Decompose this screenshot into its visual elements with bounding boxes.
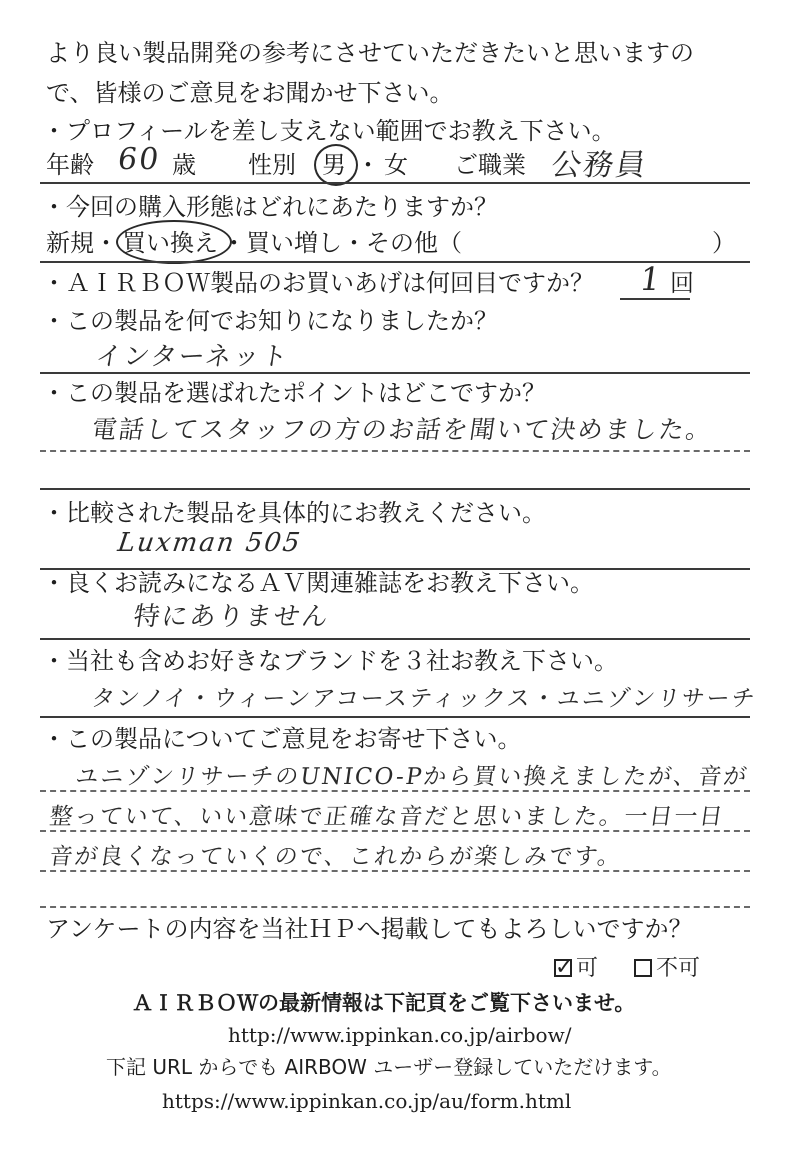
footer-url-airbow[interactable]: http://www.ippinkan.co.jp/airbow/ bbox=[228, 1023, 572, 1047]
footer-info: ＡＩＲＢＯＷの最新情報は下記頁をご覧下さいませ。 bbox=[132, 991, 636, 1015]
compare-answer: Luxman 505 bbox=[115, 528, 304, 558]
brands-question: ・当社も含めお好きなブランドを３社お教え下さい。 bbox=[42, 647, 618, 675]
count-value: 1 bbox=[637, 260, 666, 298]
opinion-line-2: 整っていて、いい意味で正確な音だと思いました。一日一日 bbox=[47, 804, 727, 830]
divider bbox=[40, 488, 750, 490]
intro-line-2: で、皆様のご意見をお聞かせ下さい。 bbox=[46, 79, 454, 107]
gender-label: 性別 bbox=[248, 151, 296, 179]
consent-yes-label: 可 bbox=[576, 956, 599, 981]
consent-question: アンケートの内容を当社ＨＰへ掲載してもよろしいですか？ bbox=[46, 915, 693, 943]
brands-answer: タンノイ・ウィーンアコースティックス・ユニゾンリサーチ bbox=[89, 686, 759, 712]
age-value: 60 bbox=[115, 142, 163, 177]
magazine-answer: 特にありません bbox=[131, 602, 332, 632]
checkbox-checked-icon[interactable] bbox=[554, 959, 572, 977]
profile-question: ・プロフィールを差し支えない範囲でお教え下さい。 bbox=[42, 117, 616, 145]
gender-male: 男 bbox=[322, 151, 346, 179]
job-value: 公務員 bbox=[549, 148, 650, 183]
purchase-opt-new: 新規・ bbox=[46, 229, 118, 257]
opinion-question: ・この製品についてご意見をお寄せ下さい。 bbox=[42, 725, 522, 753]
know-question: ・この製品を何でお知りになりましたか？ bbox=[42, 307, 498, 335]
gender-separator: ・ bbox=[356, 151, 380, 179]
count-question: ・ＡＩＲＢＯＷ製品のお買いあげは何回目ですか？ bbox=[42, 269, 594, 297]
dashed-line bbox=[40, 906, 750, 908]
job-label: ご職業 bbox=[454, 151, 526, 179]
purchase-opt-close: ） bbox=[712, 229, 736, 257]
age-unit: 歳 bbox=[172, 151, 196, 179]
purchase-question: ・今回の購入形態はどれにあたりますか？ bbox=[42, 193, 498, 221]
dashed-line bbox=[40, 450, 750, 452]
purchase-opt-replace: 買い換え bbox=[122, 229, 218, 257]
dashed-line bbox=[40, 870, 750, 872]
gender-female: 女 bbox=[384, 151, 408, 179]
point-question: ・この製品を選ばれたポイントはどこですか？ bbox=[42, 379, 546, 407]
magazine-question: ・良くお読みになるＡＶ関連雑誌をお教え下さい。 bbox=[42, 569, 594, 597]
divider bbox=[40, 638, 750, 640]
divider bbox=[40, 182, 750, 184]
know-answer: インターネット bbox=[93, 342, 292, 372]
consent-no-label: 不可 bbox=[656, 956, 701, 981]
dashed-line bbox=[40, 830, 750, 832]
checkbox-empty-icon[interactable] bbox=[634, 959, 652, 977]
intro-line-1: より良い製品開発の参考にさせていただきたいと思いますの bbox=[46, 39, 694, 67]
purchase-opt-rest: ・買い増し・その他（ bbox=[222, 229, 462, 257]
point-answer: 電話してスタッフの方のお話を聞いて決めました。 bbox=[89, 415, 715, 444]
count-underline bbox=[620, 298, 690, 300]
consent-no-option[interactable] bbox=[634, 954, 700, 984]
footer-register-text: 下記 URL からでも AIRBOW ユーザー登録していただけます。 bbox=[106, 1055, 672, 1079]
opinion-line-1: ユニゾンリサーチのUNICO-Pから買い換えましたが、音が bbox=[73, 764, 751, 790]
compare-question: ・比較された製品を具体的にお教えください。 bbox=[42, 499, 546, 527]
divider bbox=[40, 372, 750, 374]
opinion-line-3: 音が良くなっていくので、これからが楽しみです。 bbox=[47, 844, 625, 870]
count-unit: 回 bbox=[670, 269, 694, 297]
consent-yes-option[interactable] bbox=[554, 954, 598, 984]
footer-url-form[interactable]: https://www.ippinkan.co.jp/au/form.html bbox=[162, 1089, 572, 1113]
dashed-line bbox=[40, 790, 750, 792]
divider bbox=[40, 716, 750, 718]
age-label: 年齢 bbox=[46, 151, 94, 179]
